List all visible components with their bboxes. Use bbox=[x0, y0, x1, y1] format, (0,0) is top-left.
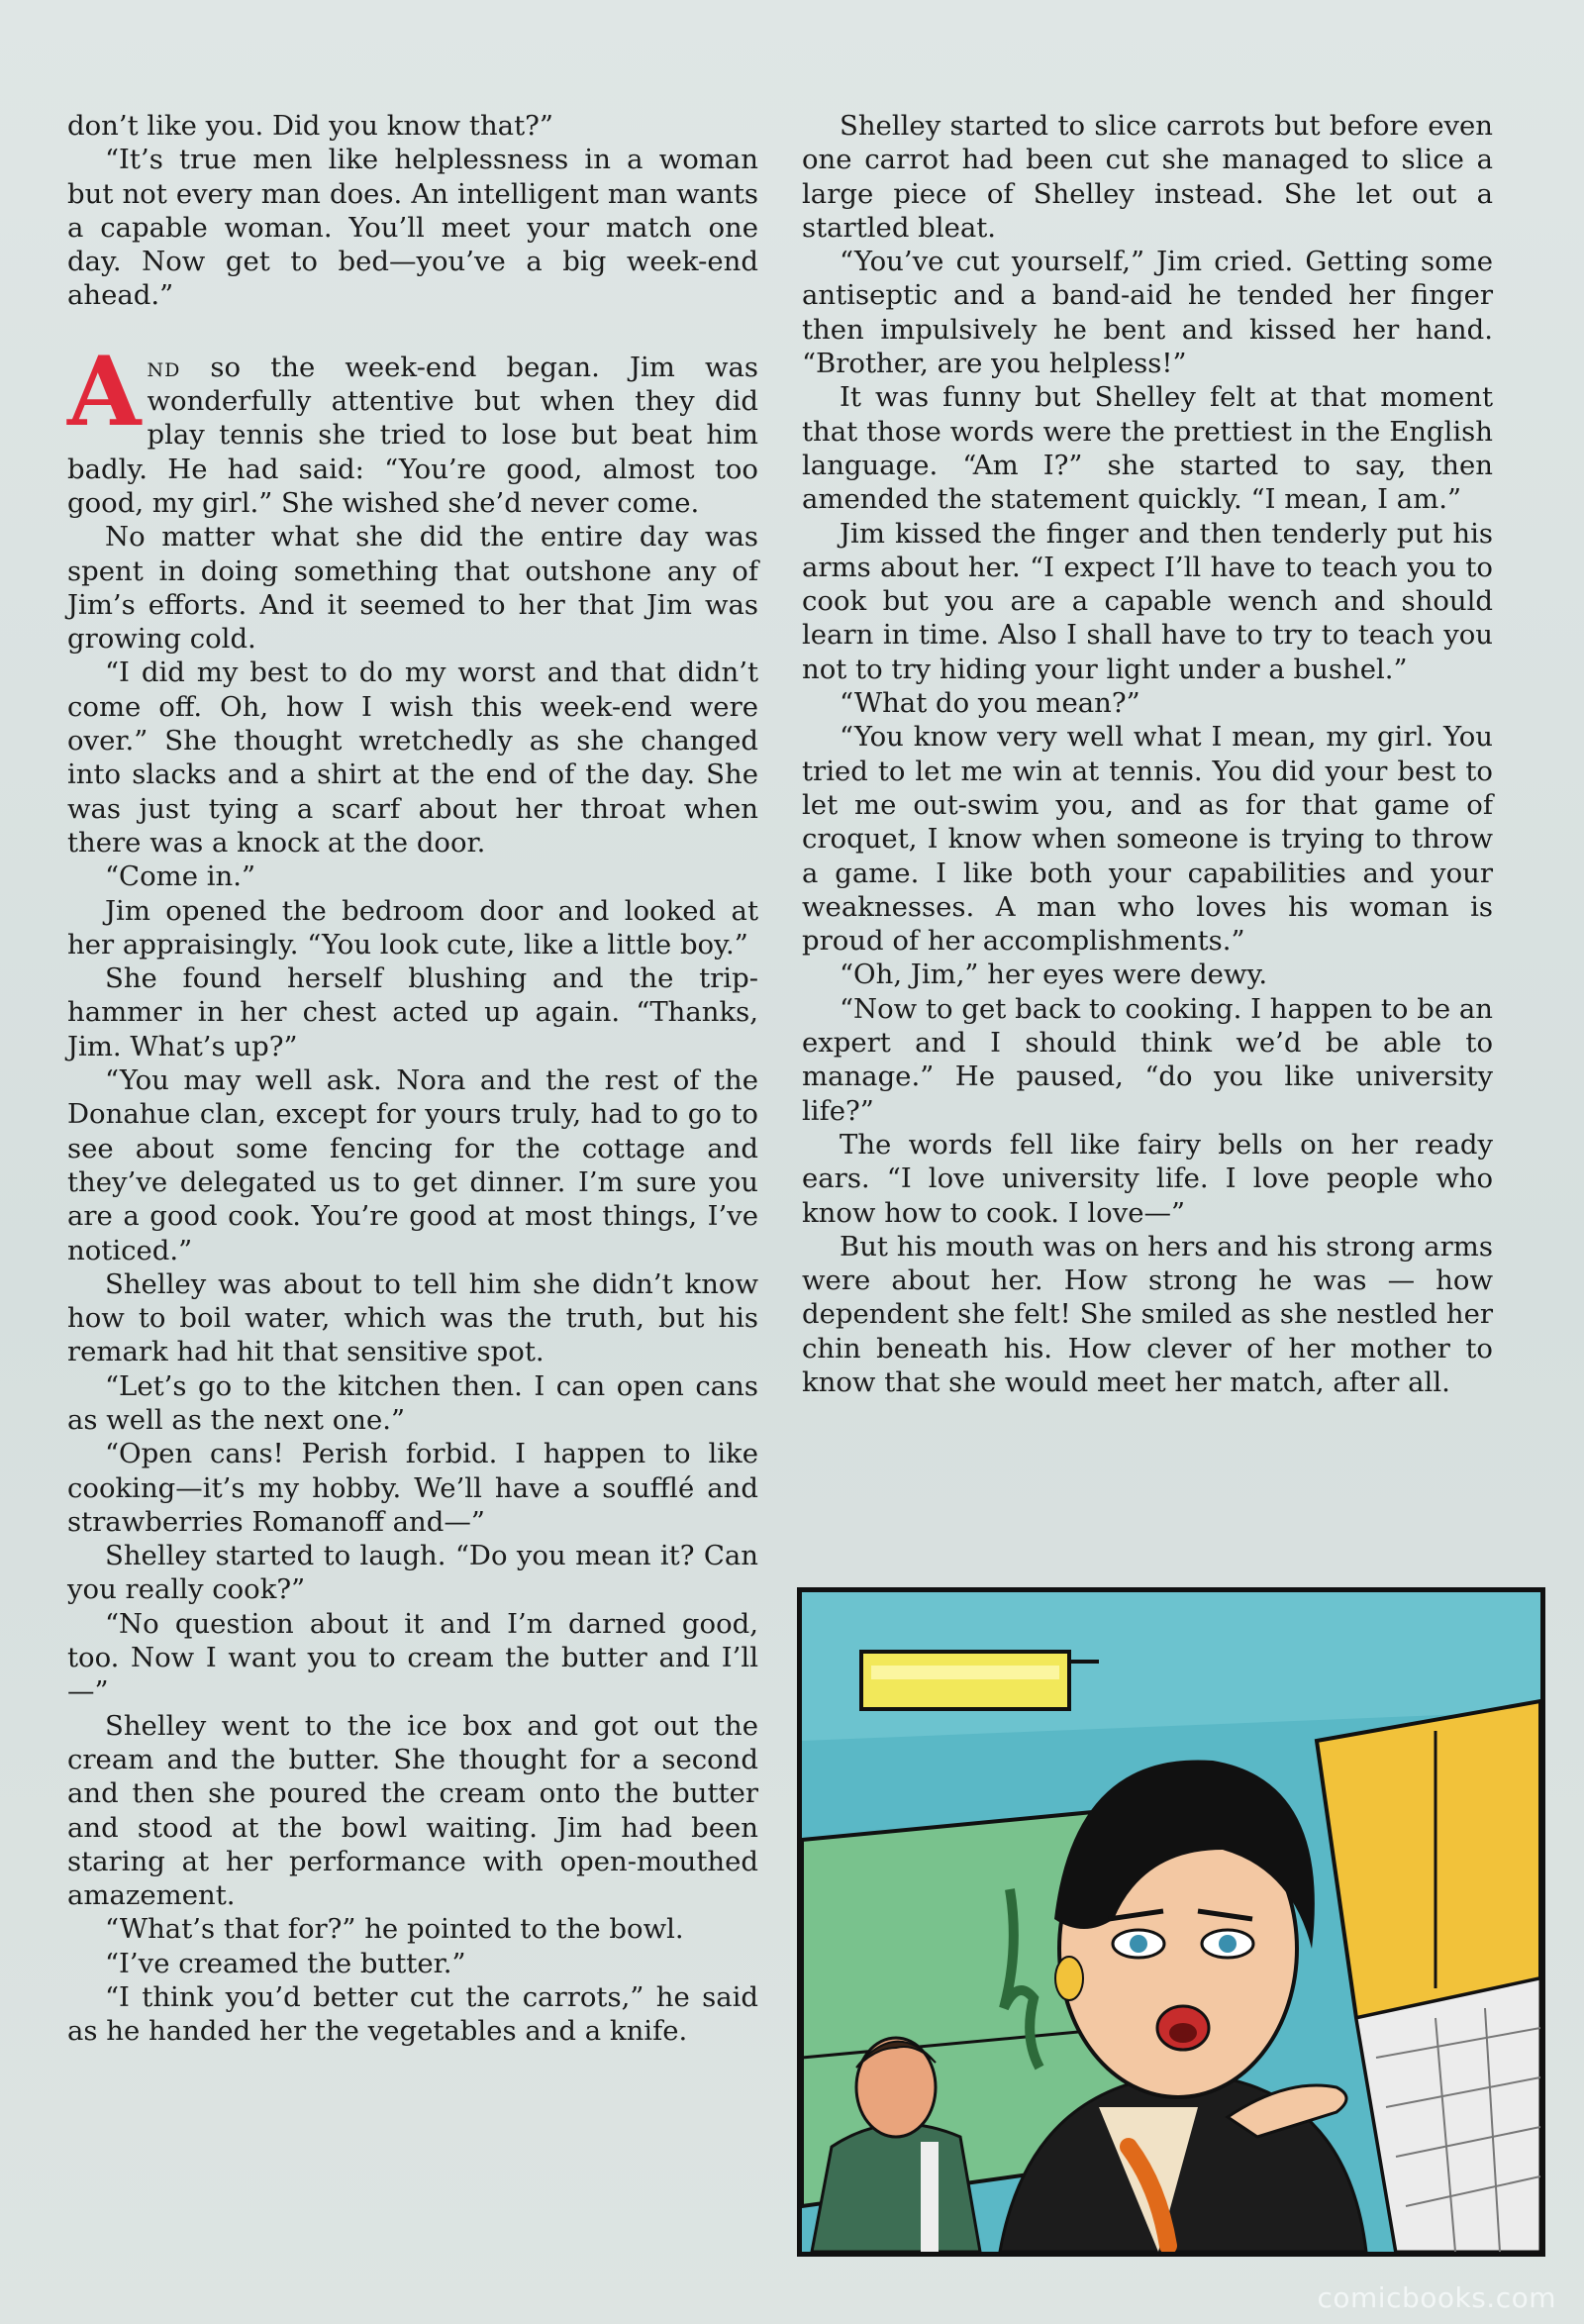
site-watermark: comicbooks.com bbox=[1317, 2281, 1556, 2314]
drop-cap-letter: A bbox=[67, 335, 142, 448]
paragraph: No matter what she did the entire day was spent in doing something that outshone any of Jim’s efforts. And it seemed to her that Jim was growing cold. bbox=[67, 521, 758, 656]
right-text-column bbox=[802, 109, 1493, 1399]
paragraph: “Now to get back to cooking. I happen to be an expert and I should think we’d be able to manage.” He paused, “do you like university life?” bbox=[802, 992, 1493, 1127]
paragraph: “You know very well what I mean, my girl. You tried to let me win at tennis. You did your best to let me out-swim you, and as for that game of croquet, I know when someone is trying to throw a game. I like both your capabilities and your weaknesses. A man who loves his woman is proud of her accomplishments.” bbox=[802, 721, 1493, 958]
paragraph: The words fell like fairy bells on her ready ears. “I love university life. I love people who know how to cook. I love—” bbox=[802, 1128, 1493, 1229]
paragraph: She found herself blushing and the trip-hammer in her chest acted up again. “Thanks, Jim. What’s up?” bbox=[67, 962, 758, 1062]
small-caps-lead: nd bbox=[147, 351, 181, 383]
paragraph: “I’ve creamed the butter.” bbox=[105, 1947, 466, 1979]
paragraph-text: so the week-end began. Jim was wonderfully attentive but when they did play tennis she tried to lose but beat him badly. He had said: “You’re good, almost too good, my girl.” She wished she’d never come. bbox=[67, 351, 758, 519]
paragraph: “You’ve cut yourself,” Jim cried. Getting some antiseptic and a band-aid he tended her finger then impulsively he bent and kissed her hand. “Brother, are you helpless!” bbox=[802, 246, 1493, 380]
paragraph: Shelley started to slice carrots but before even one carrot had been cut she managed to slice a large piece of Shelley instead. She let out a startled bleat. bbox=[802, 110, 1493, 244]
paragraph: Shelley started to laugh. “Do you mean it? Can you really cook?” bbox=[67, 1540, 758, 1606]
paragraph: don’t like you. Did you know that?” bbox=[67, 110, 553, 142]
paragraph: “It’s true men like helplessness in a woman but not every man does. An intelligent man wants a capable woman. You’ll meet your match one day. Now get to bed—you’ve a big week-end ahead.” bbox=[67, 144, 758, 312]
paragraph: “You may well ask. Nora and the rest of the Donahue clan, except for yours truly, had to go to see about some fencing for the cottage and they’ve delegated us to get dinner. I’m sure you are a good cook. You’re good at most things, I’ve noticed.” bbox=[67, 1064, 758, 1266]
paragraph: “Come in.” bbox=[105, 860, 256, 893]
paragraph: “I did my best to do my worst and that didn’t come off. Oh, how I wish this week-end were over.” She thought wretchedly as she changed into slacks and a shirt at the end of the day. She was just tying a scarf about her throat when there was a knock at the door. bbox=[67, 657, 758, 859]
paragraph: “I think you’d better cut the carrots,” he said as he handed her the vegetables and a knife. bbox=[67, 1981, 758, 2048]
paragraph: “What do you mean?” bbox=[840, 687, 1140, 720]
paragraph: “Open cans! Perish forbid. I happen to like cooking—it’s my hobby. We’ll have a soufflé and strawberries Romanoff and—” bbox=[67, 1438, 758, 1538]
section-break bbox=[67, 313, 758, 351]
paragraph: It was funny but Shelley felt at that moment that those words were the prettiest in the English language. “Am I?” she started to say, then amended the statement quickly. “I mean, I am.” bbox=[802, 381, 1493, 516]
comic-panel-illustration bbox=[797, 1587, 1545, 2257]
paragraph: Shelley went to the ice box and got out the cream and the butter. She thought for a second and then she poured the cream onto the butter and stood at the bowl waiting. Jim had been staring at her performance with open-mouthed amazement. bbox=[67, 1709, 758, 1912]
ceiling-light-icon bbox=[861, 1652, 1099, 1709]
left-text-column bbox=[67, 109, 758, 2049]
kitchen-scene-art bbox=[802, 1592, 1540, 2252]
paragraph: “Oh, Jim,” her eyes were dewy. bbox=[840, 959, 1268, 991]
paragraph: “What’s that for?” he pointed to the bowl. bbox=[105, 1913, 684, 1946]
paragraph: But his mouth was on hers and his strong arms were about her. How strong he was — how dependent she felt! She smiled as she nestled her chin beneath his. How clever of her mother to know that she would meet her match, after all. bbox=[802, 1230, 1493, 1398]
paragraph: Jim opened the bedroom door and looked at her appraisingly. “You look cute, like a little boy.” bbox=[67, 894, 758, 960]
paragraph-dropcap bbox=[67, 335, 758, 520]
paragraph: Shelley was about to tell him she didn’t know how to boil water, which was the truth, but his remark had hit that sensitive spot. bbox=[67, 1267, 758, 1368]
paragraph: Jim kissed the finger and then tenderly put his arms about her. “I expect I’ll have to teach you to cook but you are a capable wench and should learn in time. Also I shall have to try to teach you not to try hiding your light under a bushel.” bbox=[802, 517, 1493, 685]
paragraph: “No question about it and I’m darned good, too. Now I want you to cream the butter and I’ll—” bbox=[67, 1607, 758, 1708]
paragraph: “Let’s go to the kitchen then. I can open cans as well as the next one.” bbox=[67, 1369, 758, 1436]
